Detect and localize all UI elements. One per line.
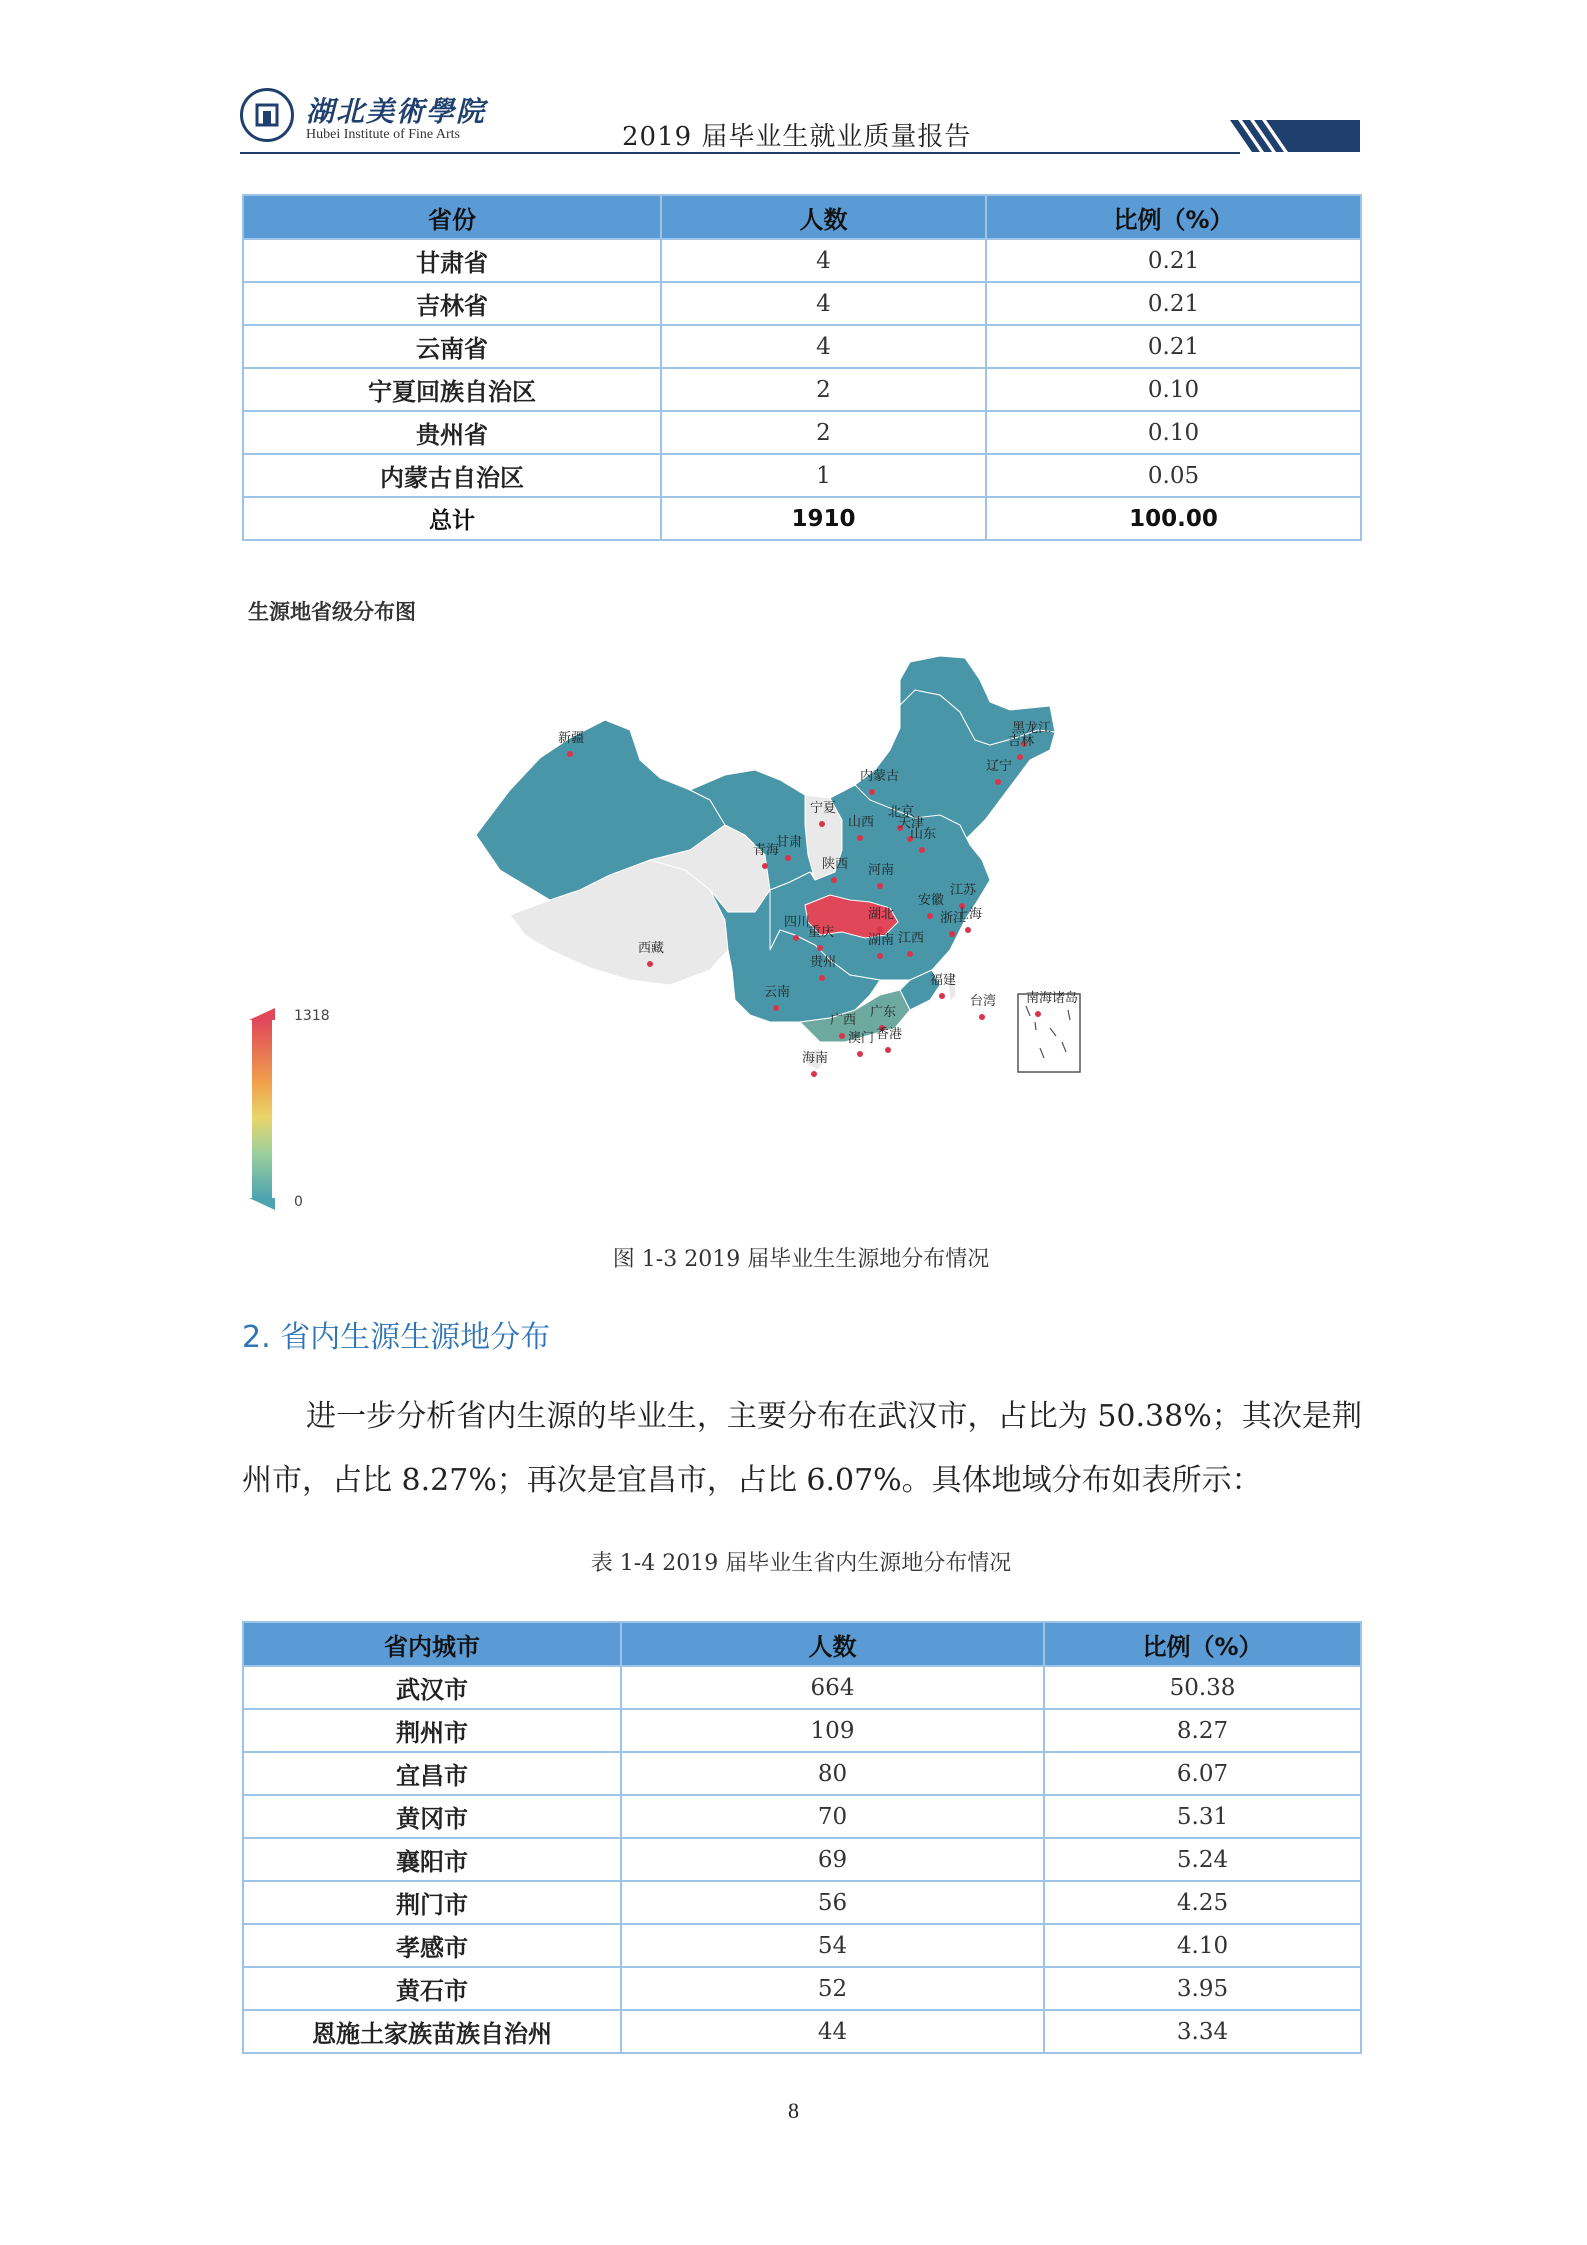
ratio-cell: 0.21 [986,325,1361,368]
city-cell: 黄冈市 [243,1795,621,1838]
province-cell: 云南省 [243,325,661,368]
china-map-svg [470,650,1130,1170]
table-row [243,1838,1361,1881]
table-row [243,325,1361,368]
city-cell: 恩施土家族苗族自治州 [243,2010,621,2053]
count-cell: 109 [621,1709,1044,1752]
total-ratio-cell: 100.00 [986,497,1361,540]
province-label: 山东 [910,827,937,842]
province-marker-dot [762,863,768,869]
ratio-cell: 3.34 [1044,2010,1361,2053]
province-marker-dot [869,789,875,795]
province-label: 广西 [830,1013,857,1028]
province-marker-dot [567,751,573,757]
table-row [243,411,1361,454]
province-marker-dot [995,779,1001,785]
count-cell: 70 [621,1795,1044,1838]
count-cell: 664 [621,1666,1044,1709]
column-header: 人数 [621,1622,1044,1666]
table-row [243,282,1361,325]
table-row [243,239,1361,282]
count-cell: 54 [621,1924,1044,1967]
count-cell: 52 [621,1967,1044,2010]
table-caption: 表 1-4 2019 届毕业生省内生源地分布情况 [590,1551,1012,1576]
table-total-row [243,497,1361,540]
ratio-cell: 4.10 [1044,1924,1361,1967]
province-marker-dot [773,1005,779,1011]
column-header: 省内城市 [243,1622,621,1666]
province-cell: 宁夏回族自治区 [243,368,661,411]
province-marker-dot [907,951,913,957]
province-cell: 贵州省 [243,411,661,454]
count-cell: 1 [661,454,986,497]
map-title: 生源地省级分布图 [248,600,416,624]
total-label-cell: 总计 [243,497,661,540]
province-marker-dot [949,931,955,937]
page-header [240,80,1360,154]
count-cell: 4 [661,325,986,368]
city-cell: 襄阳市 [243,1838,621,1881]
city-distribution-table [242,1621,1362,2054]
province-label: 北京 [888,805,915,820]
province-marker-dot [811,1071,817,1077]
province-label: 辽宁 [986,759,1013,774]
table-row [243,1881,1361,1924]
column-header: 人数 [661,195,986,239]
province-label: 陕西 [822,857,849,872]
ratio-cell: 50.38 [1044,1666,1361,1709]
table-row [243,1795,1361,1838]
city-cell: 黄石市 [243,1967,621,2010]
city-cell: 孝感市 [243,1924,621,1967]
count-cell: 2 [661,411,986,454]
province-marker-dot [885,1047,891,1053]
province-label: 重庆 [808,925,835,940]
table-row [243,1924,1361,1967]
province-label: 上海 [956,907,983,922]
report-title: 2019 届毕业生就业质量报告 [622,122,972,152]
province-marker-dot [817,945,823,951]
table-row [243,1967,1361,2010]
legend-min-label: 0 [294,1194,303,1210]
table-header-row [243,1622,1361,1666]
table-row [243,1709,1361,1752]
province-marker-dot [927,913,933,919]
province-label: 河南 [868,863,895,878]
count-cell: 69 [621,1838,1044,1881]
column-header: 比例（%） [1044,1622,1361,1666]
ratio-cell: 4.25 [1044,1881,1361,1924]
legend-bottom-handle-icon [249,1198,275,1210]
province-marker-dot [1035,1011,1041,1017]
map-legend [246,1008,330,1210]
ratio-cell: 0.21 [986,239,1361,282]
province-label: 云南 [764,985,791,1000]
section-heading: 2. 省内生源生源地分布 [242,1320,551,1355]
province-label: 四川 [784,915,811,930]
province-label: 贵州 [810,955,837,970]
city-cell: 荆门市 [243,1881,621,1924]
count-cell: 4 [661,239,986,282]
ratio-cell: 6.07 [1044,1752,1361,1795]
province-label: 青海 [753,843,780,858]
column-header: 比例（%） [986,195,1361,239]
column-header: 省份 [243,195,661,239]
province-cell: 吉林省 [243,282,661,325]
province-label: 吉林 [1008,734,1035,749]
ratio-cell: 5.31 [1044,1795,1361,1838]
legend-top-handle-icon [249,1008,275,1020]
province-marker-dot [877,883,883,889]
ratio-cell: 0.05 [986,454,1361,497]
body-paragraph: 进一步分析省内生源的毕业生，主要分布在武汉市，占比为 50.38%；其次是荆州市，占比 8.27%；再次是宜昌市，占比 6.07%。具体地域分布如表所示： [242,1399,1362,1498]
table-row [243,1752,1361,1795]
province-marker-dot [647,961,653,967]
province-marker-dot [793,935,799,941]
table-row [243,368,1361,411]
count-cell: 44 [621,2010,1044,2053]
ratio-cell: 0.21 [986,282,1361,325]
legend-max-label: 1318 [294,1008,330,1024]
province-label: 黑龙江 [1012,721,1052,736]
ratio-cell: 8.27 [1044,1709,1361,1752]
province-label: 山西 [848,815,875,830]
province-marker-dot [785,855,791,861]
province-label: 福建 [930,973,957,988]
header-divider [240,152,1240,154]
city-cell: 荆州市 [243,1709,621,1752]
province-label: 浙江 [940,911,967,926]
count-cell: 80 [621,1752,1044,1795]
province-marker-dot [979,1014,985,1020]
province-label: 湖南 [868,933,895,948]
province-label: 香港 [876,1027,903,1042]
province-label: 甘肃 [776,835,803,850]
school-seal-icon [240,88,294,142]
province-label: 西藏 [638,941,665,956]
china-province-map [470,650,1130,1170]
province-label: 南海诸岛 [1026,991,1079,1006]
ratio-cell: 0.10 [986,368,1361,411]
province-label: 天津 [898,816,925,831]
province-label: 江西 [898,931,925,946]
ratio-cell: 5.24 [1044,1838,1361,1881]
province-marker-dot [857,1051,863,1057]
table-row [243,454,1361,497]
count-cell: 4 [661,282,986,325]
ratio-cell: 0.10 [986,411,1361,454]
province-cell: 内蒙古自治区 [243,454,661,497]
header-stripe-decoration [1230,120,1360,152]
province-label: 江苏 [950,883,977,898]
province-marker-dot [819,821,825,827]
school-logo-english: Hubei Institute of Fine Arts [306,127,460,142]
table-row [243,1666,1361,1709]
province-marker-dot [919,847,925,853]
province-label: 新疆 [558,731,585,746]
province-label: 澳门 [848,1031,875,1046]
province-label: 宁夏 [810,801,837,816]
school-logo-chinese: 湖北美術學院 [306,95,487,128]
page-number: 8 [788,2098,799,2123]
province-marker-dot [1017,754,1023,760]
city-cell: 宜昌市 [243,1752,621,1795]
count-cell: 2 [661,368,986,411]
province-label: 海南 [802,1051,829,1066]
ratio-cell: 3.95 [1044,1967,1361,2010]
province-label: 广东 [870,1005,897,1020]
province-marker-dot [831,877,837,883]
legend-gradient-bar [252,1020,272,1198]
province-marker-dot [839,1033,845,1039]
province-marker-dot [857,835,863,841]
province-cell: 甘肃省 [243,239,661,282]
province-label: 安徽 [918,893,945,908]
total-count-cell: 1910 [661,497,986,540]
province-marker-dot [877,953,883,959]
province-marker-dot [819,975,825,981]
city-cell: 武汉市 [243,1666,621,1709]
province-marker-dot [965,927,971,933]
figure-caption: 图 1-3 2019 届毕业生生源地分布情况 [612,1247,990,1272]
province-distribution-table [242,194,1362,541]
count-cell: 56 [621,1881,1044,1924]
province-label: 湖北 [868,907,895,922]
table-header-row [243,195,1361,239]
table-row [243,2010,1361,2053]
province-marker-dot [939,993,945,999]
province-label: 内蒙古 [860,769,900,784]
province-label: 台湾 [970,994,997,1009]
